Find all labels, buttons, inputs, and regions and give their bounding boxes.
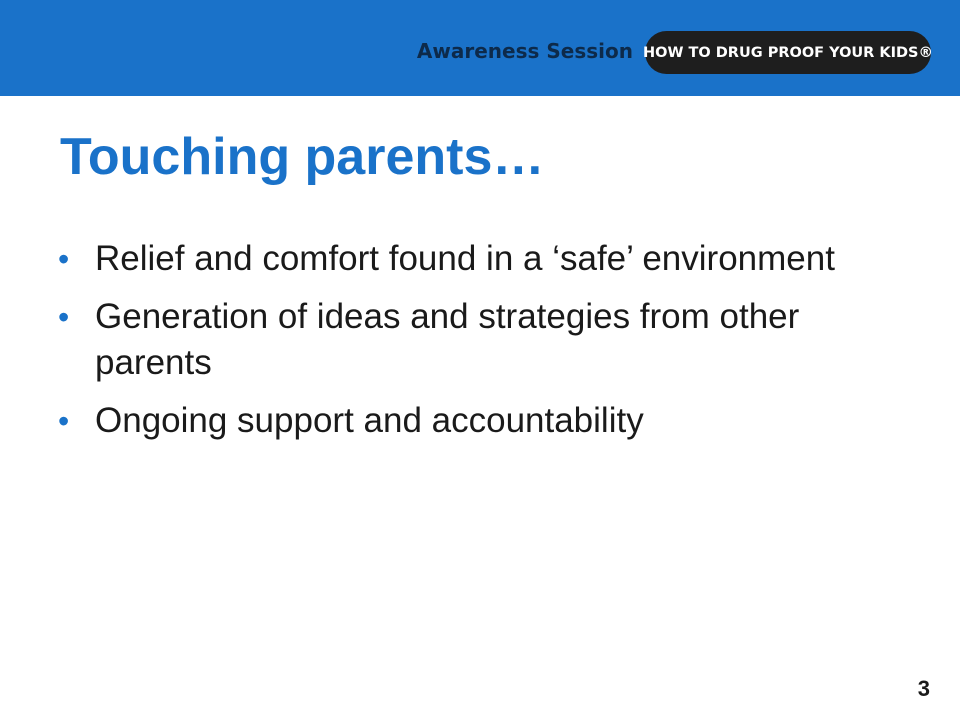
program-name-badge: HOW TO DRUG PROOF YOUR KIDS®: [645, 31, 931, 74]
bullet-item: [58, 398, 918, 444]
bullet-text: Relief and comfort found in a ‘safe’ environment: [95, 239, 835, 278]
page-number: 3: [917, 676, 930, 701]
slide-title: Touching parents…: [60, 128, 545, 186]
session-label: Awareness Session: [416, 39, 633, 63]
bullet-text: Ongoing support and accountability: [95, 401, 644, 440]
header-bar: [0, 0, 960, 96]
bullet-dot-icon: •: [58, 403, 70, 439]
bullet-list: [58, 236, 918, 456]
bullet-item: [58, 294, 918, 386]
bullet-dot-icon: •: [58, 299, 70, 335]
bullet-text: Generation of ideas and strategies from other parents: [95, 297, 800, 382]
bullet-dot-icon: •: [58, 241, 70, 277]
bullet-item: [58, 236, 918, 282]
